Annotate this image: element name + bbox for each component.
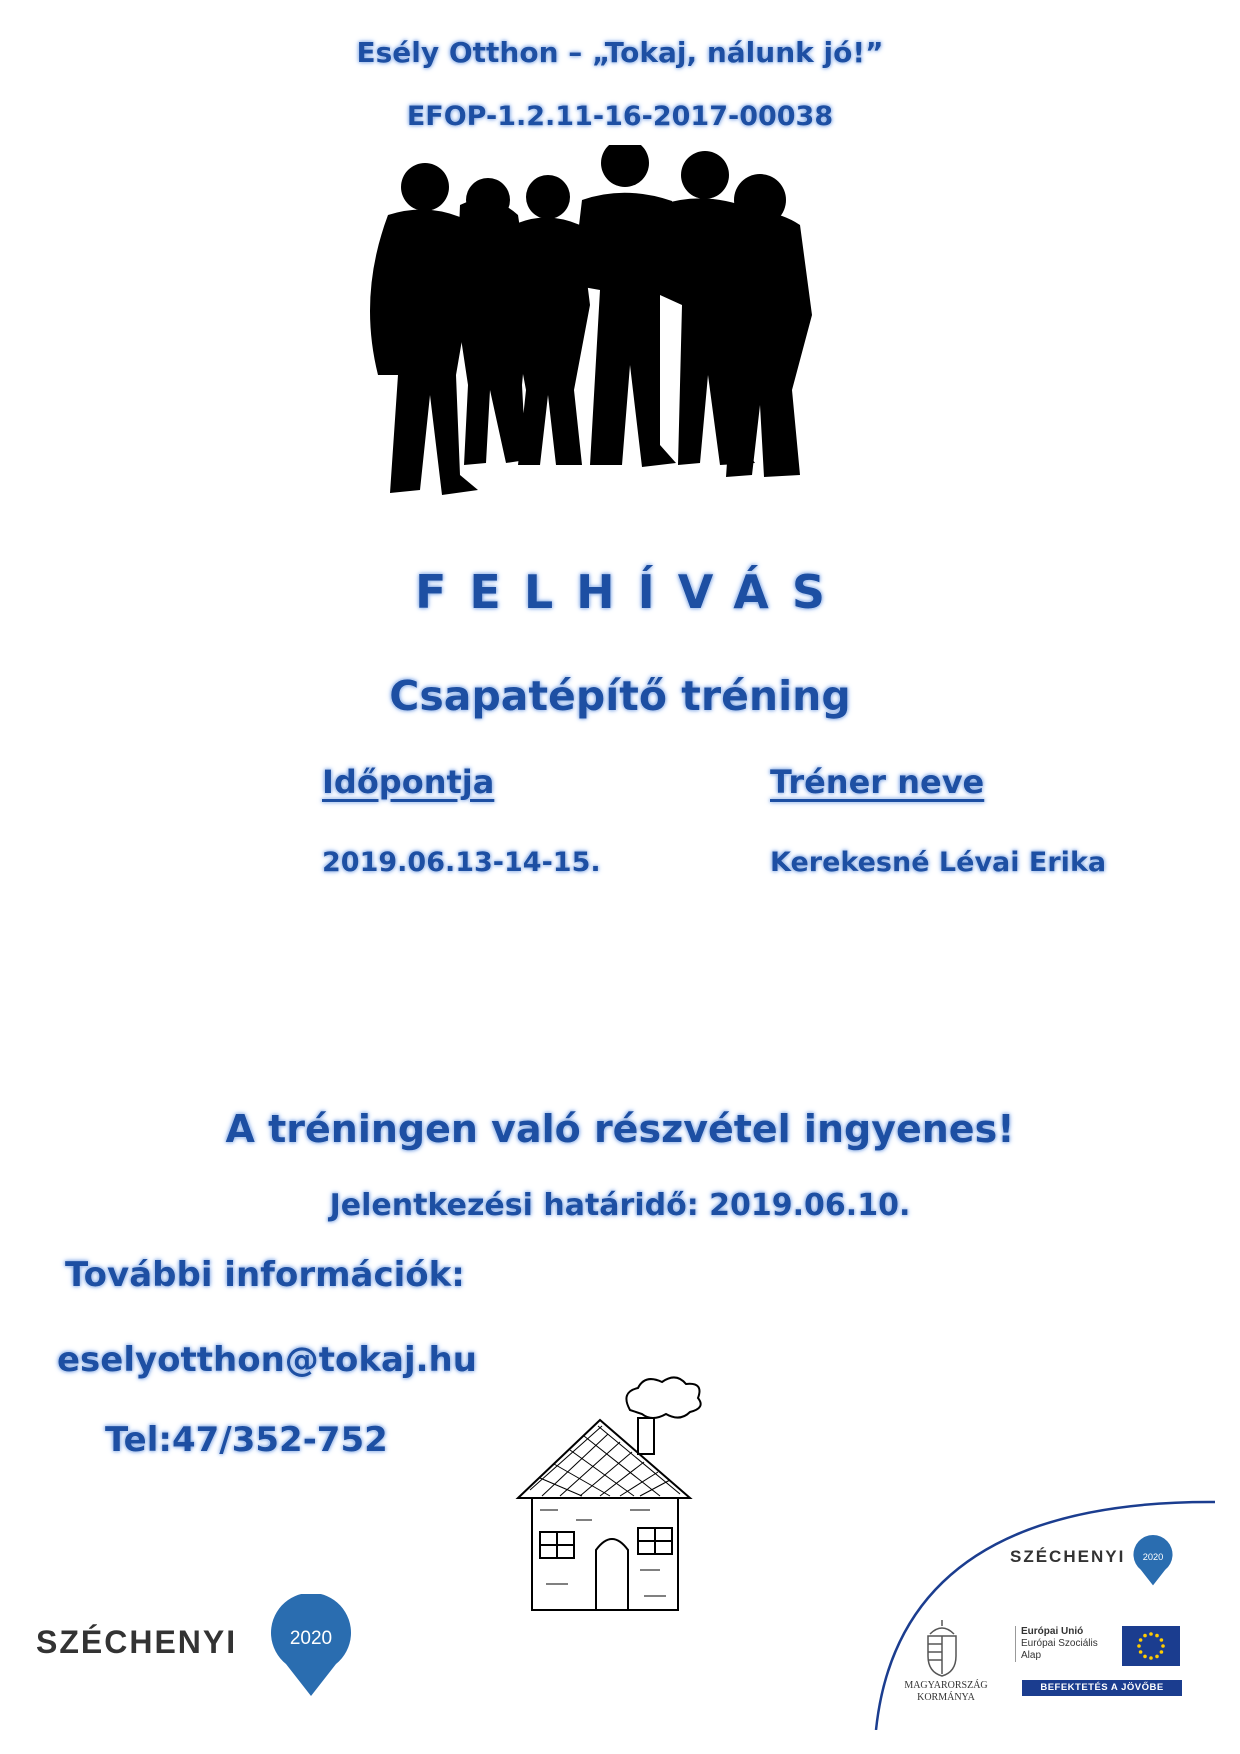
- event-date: 2019.06.13-14-15.: [322, 847, 601, 878]
- group-silhouette-image: [360, 145, 880, 575]
- house-drawing-icon: [510, 1370, 740, 1620]
- location-pin-icon-small: [1132, 1535, 1174, 1587]
- registration-deadline: Jelentkezési határidő: 2019.06.10.: [329, 1188, 911, 1223]
- eu-line1: Európai Unió: [1021, 1626, 1084, 1637]
- contact-email: eselyotthon@tokaj.hu: [57, 1340, 477, 1380]
- date-column-header: Időpontja: [322, 763, 495, 801]
- hungarian-coat-of-arms-icon: [922, 1620, 962, 1678]
- contact-phone: Tel:47/352-752: [105, 1420, 388, 1460]
- szechenyi-logo-word: SZÉCHENYI: [36, 1624, 238, 1660]
- szechenyi-2020-logo: [36, 1590, 356, 1700]
- free-participation-notice: A tréningen való részvétel ingyenes!: [225, 1107, 1015, 1151]
- eu-fund-text: [1015, 1626, 1103, 1662]
- event-title: Csapatépítő tréning: [389, 672, 851, 720]
- invest-in-future-banner: BEFEKTETÉS A JÖVŐBE: [1022, 1680, 1182, 1696]
- location-pin-icon: [268, 1594, 354, 1698]
- eu-flag-icon: [1122, 1626, 1180, 1666]
- eu-line3: Alap: [1021, 1650, 1042, 1661]
- project-code: EFOP-1.2.11-16-2017-00038: [406, 101, 834, 132]
- trainer-column-header: Tréner neve: [770, 763, 985, 801]
- more-info-label: További információk:: [65, 1255, 465, 1295]
- szechenyi-logo-word-small: SZÉCHENYI: [1010, 1547, 1126, 1566]
- government-name-line1: MAGYARORSZÁG: [904, 1680, 988, 1691]
- government-name-line2: KORMÁNYA: [917, 1692, 975, 1703]
- funding-logo-block: [870, 1480, 1215, 1730]
- government-name: [892, 1680, 1000, 1704]
- eu-line2: Európai Szociális: [1021, 1638, 1098, 1649]
- header-title: Esély Otthon – „Tokaj, nálunk jó!”: [356, 36, 884, 69]
- szechenyi-logo-year: 2020: [289, 1628, 333, 1649]
- announcement-heading: FELHÍVÁS: [415, 565, 848, 619]
- szechenyi-logo-year-small: 2020: [1142, 1552, 1164, 1563]
- trainer-name: Kerekesné Lévai Erika: [770, 847, 1107, 878]
